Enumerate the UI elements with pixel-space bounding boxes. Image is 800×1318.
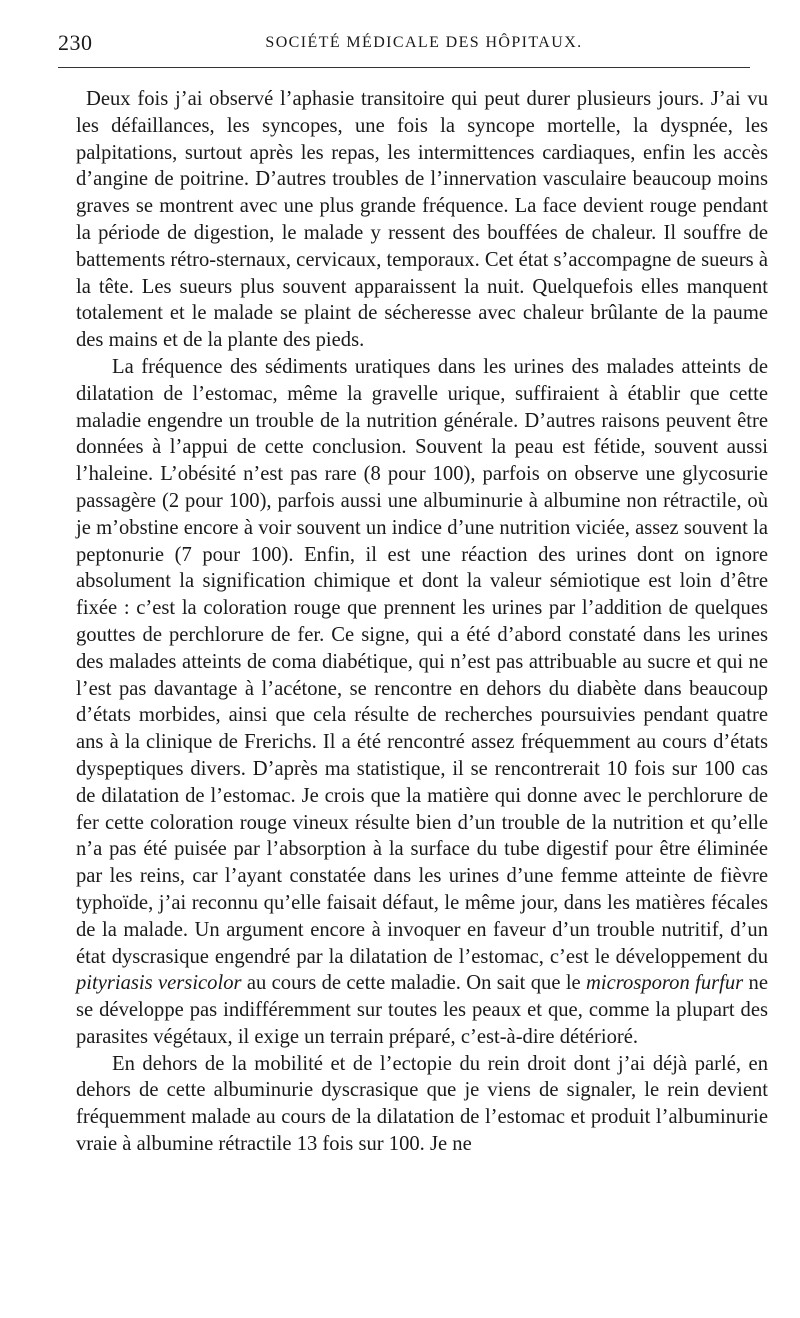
paragraph-text: La fréquence des sédiments uratiques dans les urines des malades atteints de dilatation de l’estomac, même la gravelle urique, suffiraient à établir que cette maladie engendre un trouble de la nutrition générale. D’autres raisons peuvent être données à l’appui de cette conclusion. Souvent la peau est fétide, souvent aussi l’haleine. L’obésité n’est pas rare (8 pour 100), parfois on observe une glycosurie passagère (2 pour 100), parfois aussi une albuminurie à albumine non rétractile, où je m’obstine encore à voir souvent un indice d’une nutrition viciée, assez souvent la peptonurie (7 pour 100). Enfin, il est une réaction des urines dont on ignore absolument la signification chimique et dont la valeur sémiotique est loin d’être fixée : c’est la coloration rouge que prennent les urines par l’addition de quelques gouttes de perchlorure de fer. Ce signe, qui a été d’abord constaté dans les urines des malades atteints de coma diabétique, qui n’est pas attribuable au sucre et qui ne l’est pas davantage à l’acétone, se rencontre en dehors du diabète dans beaucoup d’états morbides, ainsi que cela résulte de recherches poursuivies pendant quatre ans à la clinique de Frerichs. Il a été rencontré assez fréquemment au cours d’états dyspeptiques divers. D’après ma statistique, il se rencontrerait 10 fois sur 100 cas de dilatation de l’estomac. Je crois que la matière qui donne avec le perchlorure de fer cette coloration rouge vineux résulte bien d’un trouble de la nutrition et qu’elle n’a pas été puisée par l’absorption à la surface du tube digestif pour être éliminée par les reins, car l’ayant constatée dans les urines d’une femme atteinte de fièvre typhoïde, j’ai reconnu qu’elle faisait défaut, le même jour, dans les matières fécales de la malade. Un argument encore à invoquer en faveur d’un trouble nutritif, d’un état dyscrasique engendré par la dilatation de l’estomac, c’est le développement du	[76, 355, 768, 968]
paragraph-text: En dehors de la mobilité et de l’ectopie du rein droit dont j’ai déjà parlé, en dehors de cette albuminurie dyscrasique que je viens de signaler, le rein devient fréquemment malade au cours de la dilatation de l’estomac et produit l’albuminurie vraie à albumine rétractile 13 fois sur 100. Je ne	[76, 1052, 768, 1156]
header-rule	[58, 67, 750, 68]
paragraph-1	[76, 86, 768, 354]
paragraph-text: ne se développe pas indifféremment sur toutes les peaux et que, comme la plupart des parasites végétaux, il exige un terrain préparé, c’est-à-dire détérioré.	[76, 972, 768, 1048]
page-header	[58, 28, 750, 58]
paragraph-3	[76, 1051, 768, 1158]
paragraph-text: Deux fois j’ai observé l’aphasie transitoire qui peut durer plusieurs jours. J’ai vu les défaillances, les syncopes, une fois la syncope mortelle, la dyspnée, les palpitations, surtout après les repas, les intermittences cardiaques, enfin les accès d’angine de poitrine. D’autres troubles de l’innervation vasculaire beaucoup moins graves se montrent avec une plus grande fréquence. La face devient rouge pendant la période de digestion, le malade y ressent des bouffées de chaleur. Il souffre de battements rétro-sternaux, cervicaux, temporaux. Cet état s’accompagne de sueurs à la tête. Les sueurs plus souvent apparaissent la nuit. Quelquefois elles manquent totalement et le malade se plaint de sécheresse avec chaleur brûlante de la paume des mains et de la plante des pieds.	[76, 88, 768, 352]
paragraph-text: au cours de cette maladie. On sait que le	[241, 972, 587, 995]
page-number: 230	[58, 30, 93, 55]
body-text	[76, 86, 768, 1158]
running-head: SOCIÉTÉ MÉDICALE DES HÔPITAUX.	[265, 34, 583, 51]
italic-term-microsporon: microsporon furfur	[586, 972, 744, 995]
paragraph-2	[76, 354, 768, 1051]
italic-term-pityriasis: pityriasis versicolor	[76, 972, 242, 995]
